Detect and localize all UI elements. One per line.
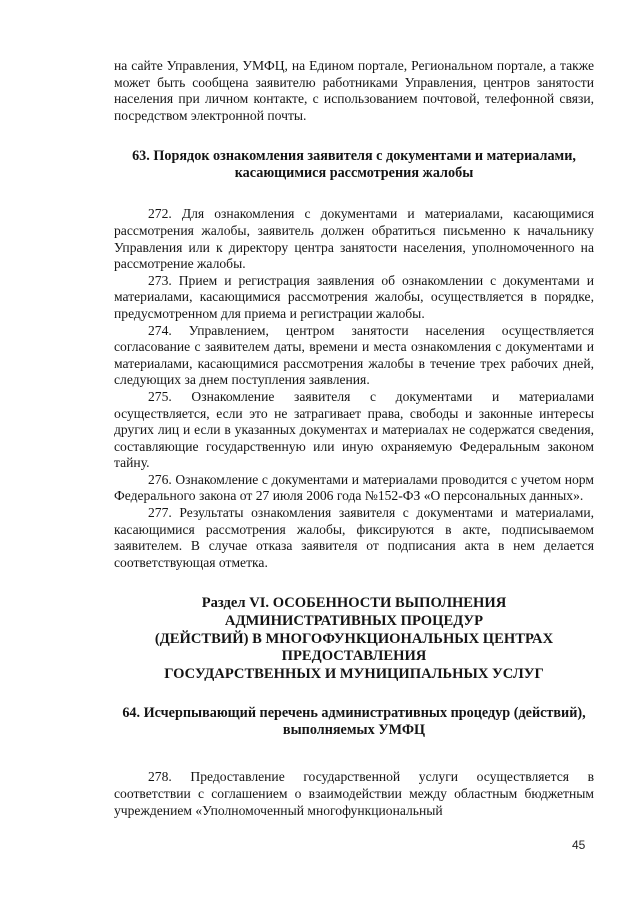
paragraph-273: 273. Прием и регистрация заявления об ознакомлении с документами и материалами, касающимися рассмотрения жалобы, осуществляется в порядке, предусмотренном для приема и регистрации жалобы. xyxy=(114,272,594,321)
paragraph-276: 276. Ознакомление с документами и материалами проводится с учетом норм Федерального закона от 27 июля 2006 года №152-ФЗ «О персональных данных». xyxy=(114,471,594,504)
paragraph-274: 274. Управлением, центром занятости населения осуществляется согласование с заявителем даты, времени и места ознакомления с документами и материалами, касающимися рассмотрения жалобы в течение трех рабочих дней, следующих за днем поступления заявления. xyxy=(114,322,594,388)
page-number: 45 xyxy=(572,838,586,852)
section-6-heading xyxy=(114,595,594,683)
section-6-line-3: (ДЕЙСТВИЙ) В МНОГОФУНКЦИОНАЛЬНЫХ ЦЕНТРАХ xyxy=(154,630,554,647)
section-6-line-5: ГОСУДАРСТВЕННЫХ И МУНИЦИПАЛЬНЫХ УСЛУГ xyxy=(164,665,544,682)
section-6-line-4: ПРЕДОСТАВЛЕНИЯ xyxy=(281,648,427,665)
paragraph-278: 278. Предоставление государственной услуги осуществляется в соответствии с соглашением о взаимодействии между областным бюджетным учреждением «Уполномоченный многофункциональный xyxy=(114,769,594,818)
paragraph-272: 272. Для ознакомления с документами и материалами, касающимися рассмотрения жалобы, заявитель должен обратиться письменно к начальнику Управления или к директору центра занятости населения, уполномоченного на рассмотрение жалобы. xyxy=(114,206,594,272)
heading-63: 63. Порядок ознакомления заявителя с документами и материалами, касающимися рассмотрения жалобы xyxy=(132,148,576,182)
section-6-line-1: Раздел VI. ОСОБЕННОСТИ ВЫПОЛНЕНИЯ xyxy=(201,595,507,612)
paragraph-277: 277. Результаты ознакомления заявителя с документами и материалами, касающимися рассмотрения жалобы, фиксируются в акте, подписываемом заявителем. В случае отказа заявителя от подписания акта в нем делается соответствующая отметка. xyxy=(114,505,594,570)
intro-paragraph: на сайте Управления, УМФЦ, на Едином портале, Региональном портале, а также может быть сообщена заявителю работниками Управления, центров занятости населения при личном контакте, с использованием почтовой, телефонной связи, посредством электронной почты. xyxy=(114,58,594,123)
document-page xyxy=(114,58,594,819)
heading-64: 64. Исчерпывающий перечень административных процедур (действий), выполняемых УМФЦ xyxy=(122,705,586,739)
section-6-line-2: АДМИНИСТРАТИВНЫХ ПРОЦЕДУР xyxy=(224,613,484,630)
paragraph-275: 275. Ознакомление заявителя с документами и материалами осуществляется, если это не затрагивает права, свободы и законные интересы других лиц и если в указанных документах и материалах не содержатся сведения, составляющие государственную или иную охраняемую Федеральным законом тайну. xyxy=(114,388,594,471)
